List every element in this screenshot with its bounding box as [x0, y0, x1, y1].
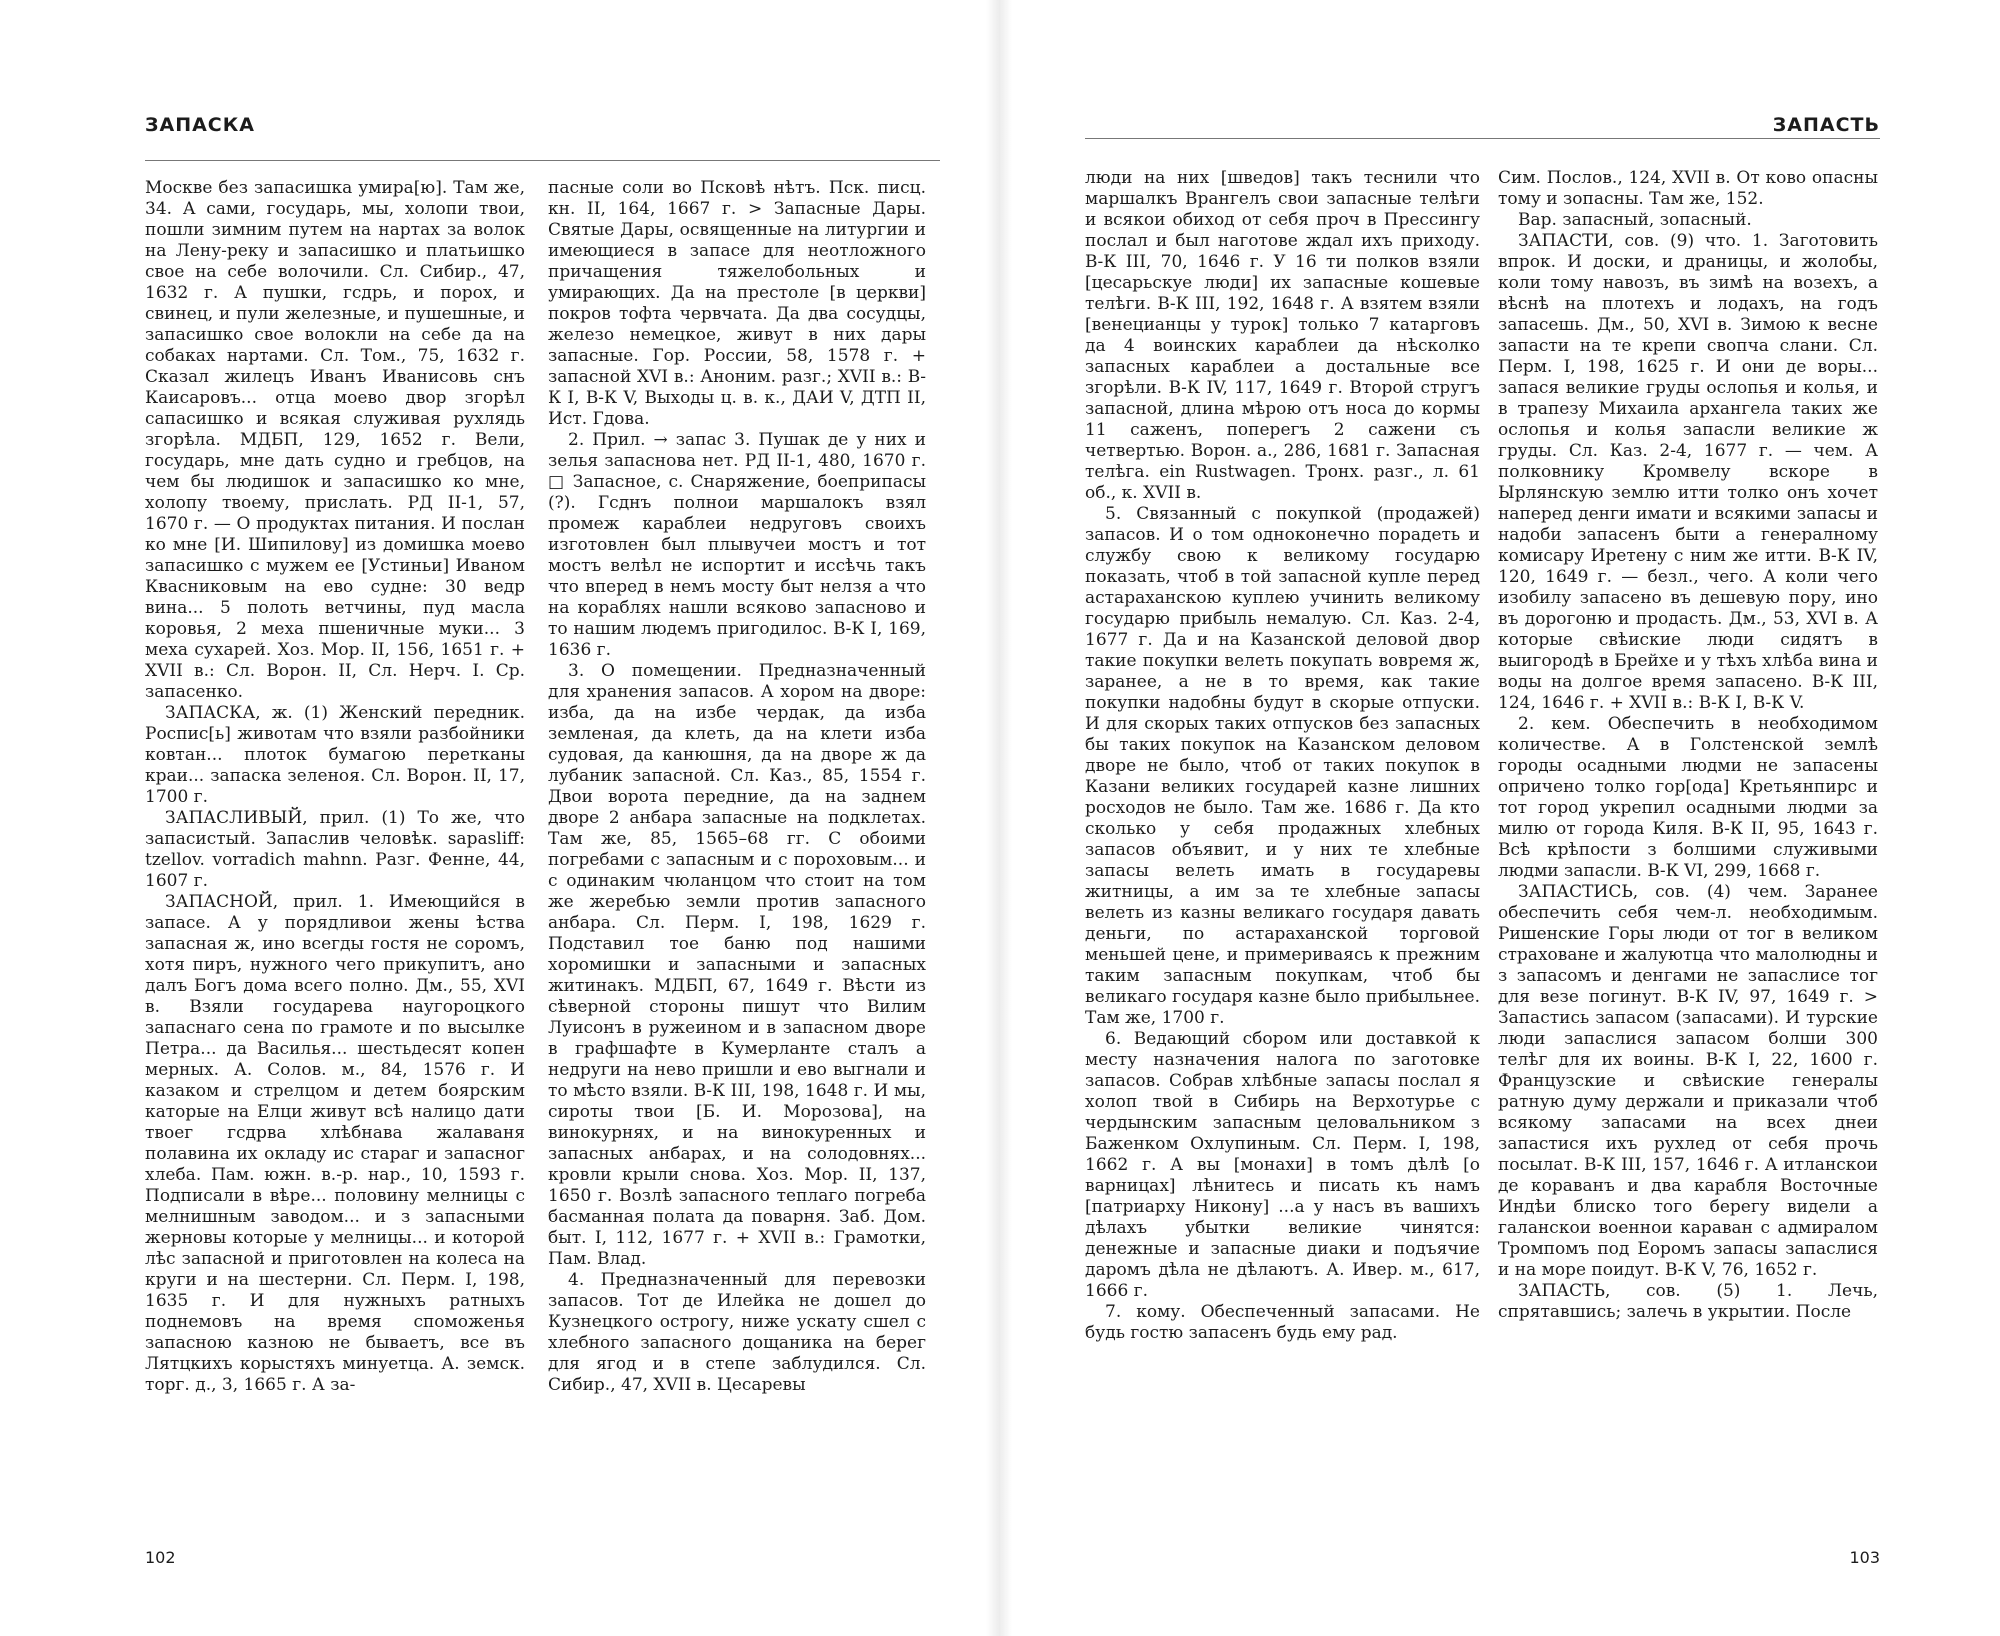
right-column-1: [1085, 168, 1480, 1503]
paragraph: 2. кем. Обеспечить в необходимом количестве. А в Голстенской землѣ городы осадными людми не запасены опричено толко гор[ода] Кретьянпирс и тот город укрепил осадными людми за милю от города Киля. В-К II, 95, 1643 г. Всѣ крѣпости з болшими служивыми людми запасли. В-К VI, 299, 1668 г.: [1498, 714, 1878, 881]
paragraph: 5. Связанный с покупкой (продажей) запасов. И о том однoконечно порадеть и службу свою к великому государю показать, чтоб в той запасной купле перед астараханскою куплею учинить великому государю прибыль немалую. Сл. Каз. 2-4, 1677 г. Да и на Казанской деловой двор такие покупки велеть покупать вовремя ж, заранее, а не в то время, как такие покупки надобны будут в скорые отпуски. И для скорых таких отпусков без запасных бы таких покупок на Казанском деловом дворе не было, чтоб от таких покупок в Казани великих государей казне лишних росходов не было. Там же. 1686 г. Да кто сколько у себя продажных хлебных запасов объявит, и у них те хлебные запасы велеть имать в государевы житницы, а им за те хлебные запасы велеть из казны великаго государя давать деньги, по астараханской торговой меньшей цене, и примериваясь к прежним таким запасным покупкам, чтоб бы великаго государя казне было прибыльнее. Там же, 1700 г.: [1085, 504, 1480, 1028]
dictionary-entry: ЗАПАСНОЙ, прил. 1. Имеющийся в запасе. А у порядливои жены ѣства запасная ж, ино всегды гостя не соромъ, хотя пиръ, нужного чего прикупитъ, ано далъ Богъ дома всего полно. Дм., 55, XVI в. Взяли государева наугороцкого запаснаго сена по грамоте и по высылке Петра... да Василья... шестьдесят копен мерных. А. Солов. м., 84, 1576 г. И казаком и стрелцом и детем боярским каторые на Елци живут всѣ налицо дати твоег гсдрва хлѣбнава жалаваня полавина их окладу ис стараг и запасног хлеба. Пам. южн. в.-р. нар., 10, 1593 г. Подписали в вѣре... половину мелницы с мелнишным заводом... и з запасными жерновы которые у мелницы... и которой лѣс запасной и приготовлен на колеса на круги и на шестерни. Сл. Перм. I, 198, 1635 г. И для нужныхъ ратныхъ поднемовъ на время споможенья запасною казною не бываетъ, все въ Лятцкихъ корыстяхъ минуетца. А. земск. торг. д., 3, 1665 г. А за-: [145, 892, 525, 1395]
page-number-right: 103: [1849, 1548, 1880, 1567]
paragraph: 6. Ведающий сбором или доставкой к месту назначения налога по заготовке запасов. Собрав хлѣбные запасы послал я холоп твой в Сибирь на Верхотурье с чердынским запасным целовальником з Баженком Охлупиным. Сл. Перм. I, 198, 1662 г. А вы [монахи] в томъ дѣлѣ [о варницах] лѣнитесь и писать къ намъ [патриарху Никону] ...а у насъ въ вашихъ дѣлахъ убытки великие чинятся: денежные и запасные диаки и подъячие даромъ дѣла не дѣлаютъ. А. Ивер. м., 617, 1666 г.: [1085, 1029, 1480, 1301]
paragraph: 2. Прил. → запас 3. Пушак де у них и зелья запаснова нет. РД II-1, 480, 1670 г. □ Запасное, с. Снаряжение, боеприпасы (?). Гсднъ полнои маршалокъ взял промеж караблеи недруговъ своихъ изготовлен был плывучеи мостъ и тот мостъ велѣл не испортит и иссѣчь такъ что вперед в немъ мосту быт нелзя а что на кораблях нашли всяково запасново и то нашим людемъ пригодилос. В-К I, 169, 1636 г.: [548, 430, 926, 660]
dictionary-entry: ЗАПАСТЬ, сов. (5) 1. Лечь, спрятавшись; залечь в укрытии. После: [1498, 1281, 1878, 1322]
header-rule-right: [1085, 138, 1880, 139]
right-page: [1000, 0, 2000, 1636]
paragraph: 4. Предназначенный для перевозки запасов. Тот де Илейка не дошел до Кузнецкого острогу, ниже ускату сшел с хлебного запасного дощаника на берег для ягод и в степе заблудился. Сл. Сибир., 47, XVII в. Цесаревы: [548, 1270, 926, 1395]
right-column-2: [1498, 168, 1878, 1503]
paragraph: 3. О помещении. Предназначенный для хранения запасов. А хором на дворе: изба, да на избе чердак, да изба земленая, да клеть, да на клети изба судовая, да канюшня, да на дворе ж да лубаник запасной. Сл. Каз., 85, 1554 г. Двои ворота передние, да на заднем дворе 2 анбара запасные на подклетах. Там же, 85, 1565–68 гг. С обоими погребами с запасным и с пороховым... и с одинаким чюланцом что стоит на том же жеребью земли против запасного анбара. Сл. Перм. I, 198, 1629 г. Подставил тое баню под нашими хоромишки и запасными и запасных житинакъ. МДБП, 67, 1649 г. Вѣсти из сѣверной стороны пишут что Вилим Луисонъ в ружеином и в запасном дворе в графшафте в Кумерланте сталъ а недруги на нево пришли и ево выгнали и то мѣсто взяли. В-К III, 198, 1648 г. И мы, сироты твои [Б. И. Морозова], на винокурнях, и на винокуренных и запасных анбарах, и на солодовнях... кровли крыли снова. Хоз. Мор. II, 137, 1650 г. Возлѣ запасного теплаго погреба басманная полата да поварня. Заб. Дом. быт. I, 112, 1677 г. + XVII в.: Грамотки, Пам. Влад.: [548, 661, 926, 1269]
header-rule-left: [145, 160, 940, 161]
dictionary-entry: ЗАПАСТИСЬ, сов. (4) чем. Заранее обеспечить себя чем-л. необходимым. Ришенские Горы люди от тог в великом страховане и жалуютца что малолюдны и з запасомъ и денгами не запаслисе тог для везе погинут. В-К IV, 97, 1649 г. > Запастись запасом (запасами). И турские люди запаслися запасом болши 300 телѣг для их воины. В-К I, 22, 1600 г. Французские и свѣиские генералы ратную думу держали и приказали чтоб всякому запасами на всех днеи запастися ихъ рухлед от себя прочь посылат. В-К III, 157, 1646 г. А итланскои де кораванъ и два карабля Восточные Индѣи блиско того берегу видели а галанскои военнои караван с адмиралом Тромпомъ под Еоромъ запасы запаслися и на море поидут. В-К V, 76, 1652 г.: [1498, 882, 1878, 1280]
left-column-1: [145, 178, 525, 1513]
paragraph: Сим. Послов., 124, XVII в. От ково опасны тому и зопасны. Там же, 152.: [1498, 168, 1878, 209]
paragraph: 7. кому. Обеспеченный запасами. Не будь гостю запасенъ будь ему рад.: [1085, 1302, 1480, 1343]
dictionary-entry: ЗАПАСКА, ж. (1) Женский передник. Роспис[ь] животам что взяли разбойники ковтан... плоток бумагою перетканы краи... запаска зеленоя. Сл. Ворон. II, 17, 1700 г.: [145, 703, 525, 807]
paragraph: пасные соли во Псковѣ нѣтъ. Пск. писц. кн. II, 164, 1667 г. > Запасные Дары. Святые Дары, освященные на литургии и имеющиеся в запасе для неотложного причащения тяжелобольных и умирающих. Да на престоле [в церкви] покров тофта червчата. Да два сосудцы, железо немецкое, живут в них дары запасные. Гор. России, 58, 1578 г. + запасной XVI в.: Аноним. разг.; XVII в.: В-К I, В-К V, Выходы ц. в. к., ДАИ V, ДТП II, Ист. Гдова.: [548, 178, 926, 429]
paragraph: Москве без запасишка умира[ю]. Там же, 34. А сами, государь, мы, холопи твои, пошли зимним путем на нартах за волок на Лену-реку и запасишко и платьишко свое на себе волочили. Сл. Сибир., 47, 1632 г. А пушки, гсдрь, и порох, и свинец, и пули железные, и пушешные, и запасишко свое волокли на себе да на собаках нартами. Сл. Том., 75, 1632 г. Сказал жилецъ Иванъ Иванисовь снъ Каисаровъ... отца моево двор згорѣл сапасишко и всякая служивая рухлядь згорѣла. МДБП, 129, 1652 г. Вели, государь, мне дать судно и гребцов, на чем бы людишок и запасишко ко мне, холопу твоему, прислать. РД II-1, 57, 1670 г. — О продуктах питания. И послан ко мне [И. Шипилову] из домишка моево запасишко с мужем ее [Устиньи] Иваном Квасниковым на ево судне: 30 ведр вина... 5 полоть ветчины, пуд масла коровья, 2 меха пшеничные муки... 3 меха сухарей. Хоз. Мор. II, 156, 1651 г. + XVII в.: Сл. Ворон. II, Сл. Нерч. I. Ср. запасенко.: [145, 178, 525, 702]
paragraph: люди на них [шведов] такъ теснили что маршалкъ Врангелъ свои запасные телѣги и всякои обиход от себя проч в Прессингу послал и был наготове ждал ихъ приходу. В-К III, 70, 1646 г. У 16 ти полков взяли [цесарьскye люди] их запасные кошевые телѣги. В-К III, 192, 1648 г. А взятем взяли [венецианцы у турок] только 7 катарговъ да 4 воинских караблеи да нѣсколко запасных караблеи а достальные все згорѣли. В-К IV, 117, 1649 г. Второй стругъ запасной, длина мѣрою отъ носа до кормы 11 саженъ, поперегъ 2 сажени съ четвертью. Ворон. а., 286, 1681 г. Запасная телѣга. ein Rustwagen. Тронх. разг., л. 61 об., к. XVII в.: [1085, 168, 1480, 503]
dictionary-entry: ЗАПАСЛИВЫЙ, прил. (1) То же, что запасистый. Запаслив человѣк. sapasliff: tzellov. vorradich mahnn. Разг. Фенне, 44, 1607 г.: [145, 808, 525, 891]
left-column-2: [548, 178, 926, 1513]
paragraph: Вар. запасный, зопасный.: [1518, 210, 1752, 230]
dictionary-entry: ЗАПАСТИ, сов. (9) что. 1. Заготовить впрок. И доски, и драницы, и жолобы, коли тому навозъ, въ зимѣ на возехъ, а вѣснѣ на плотехъ и лодахъ, на годъ запасешь. Дм., 50, XVI в. Зимою к весне запасти на те крепи свопча слани. Сл. Перм. I, 198, 1625 г. И они де воры... запася великие груды ослопья и колья, и в трапезу Михаила архангела таких же ослопья и колья запасли великие ж груды. Сл. Каз. 2-4, 1677 г. — чем. А полковнику Кромвелу вскоре в Ырлянскую землю итти толко онъ хочет наперед денги имати и всякими запасы и надоби запасенъ быти а генералному комисару Иретену с ним же итти. В-К IV, 120, 1649 г. — безл., чего. А коли чего изобилу запасено въ дешевую пору, ино въ дорогоню и продасть. Дм., 53, XVI в. А которые свѣиские люди сидятъ в выигородѣ в Брейхе и у тѣхъ хлѣба вина и воды на долгое время запасено. В-К III, 124, 1646 г. + XVII в.: В-К I, В-К V.: [1498, 231, 1878, 713]
page-number-left: 102: [145, 1548, 176, 1567]
running-header-left: ЗАПАСКА: [145, 114, 255, 136]
running-header-right: ЗАПАСТЬ: [1772, 114, 1880, 136]
